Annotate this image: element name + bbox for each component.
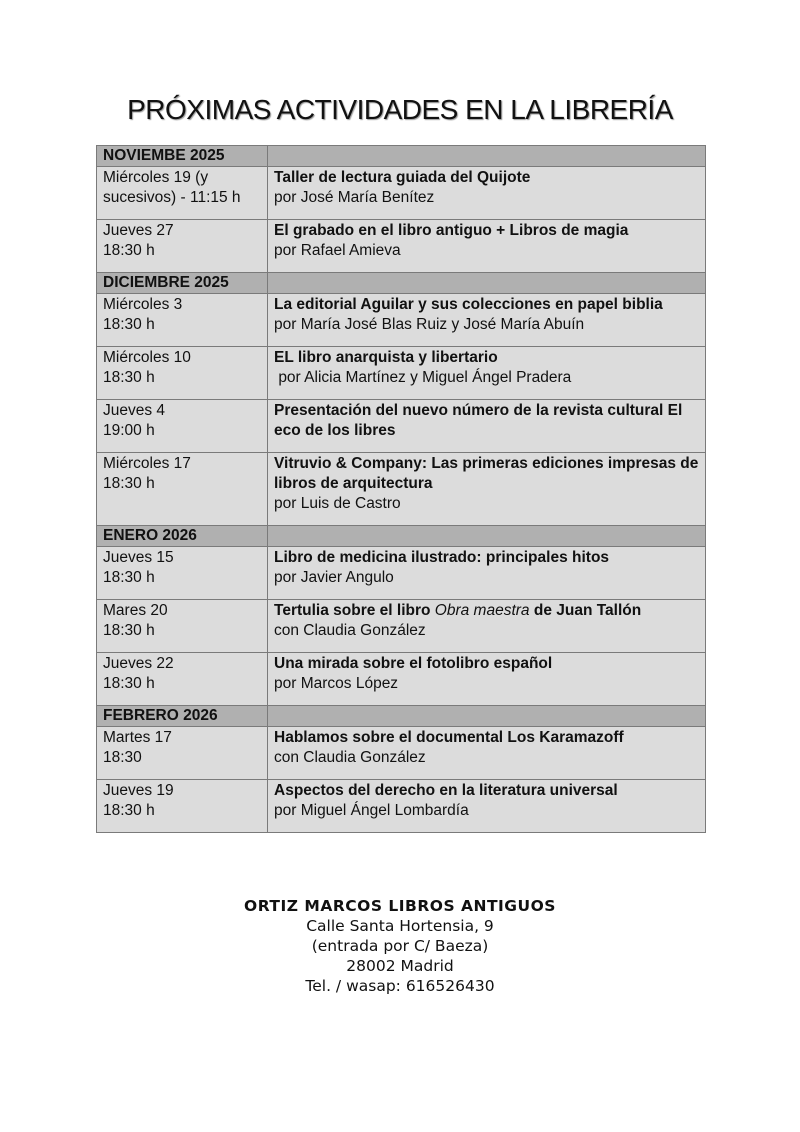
event-day: Jueves 22 [103,655,174,672]
event-day: Jueves 19 [103,782,174,799]
event-time: 18:30 h [103,622,155,639]
event-title [274,548,699,568]
month-header-row [97,526,706,547]
event-info-cell [268,600,706,653]
event-date-cell [97,400,268,453]
event-date-cell [97,653,268,706]
event-presenter: por Alicia Martínez y Miguel Ángel Pradera [274,369,572,386]
event-time: 18:30 h [103,242,155,259]
event-title [274,654,699,674]
event-date-cell [97,167,268,220]
event-title-part: Hablamos sobre el documental Los Karamazoff [274,729,624,746]
event-title-part: Libro de medicina ilustrado: principales hitos [274,549,610,566]
event-date-cell [97,600,268,653]
event-date-cell [97,780,268,833]
event-presenter: con Claudia González [274,749,426,766]
event-presenter: por Javier Angulo [274,569,394,586]
event-presenter: con Claudia González [274,622,426,639]
month-header-row [97,146,706,167]
event-time: 18:30 h [103,369,155,386]
phone-line: Tel. / wasap: 616526430 [305,977,495,995]
event-date-cell [97,727,268,780]
event-presenter: por José María Benítez [274,189,435,206]
event-date-cell [97,294,268,347]
event-title-part: La editorial Aguilar y sus colecciones en papel biblia [274,296,663,313]
event-day: Jueves 15 [103,549,174,566]
month-header-empty-cell [268,273,706,294]
activities-table [96,145,706,833]
event-title [274,728,699,748]
event-info-cell [268,547,706,600]
month-label: ENERO 2026 [97,526,268,547]
event-info-cell [268,780,706,833]
event-row [97,347,706,400]
month-header-empty-cell [268,706,706,727]
address-line: Calle Santa Hortensia, 9 [306,917,494,935]
event-info-cell [268,727,706,780]
event-row [97,653,706,706]
event-presenter: por Luis de Castro [274,495,401,512]
address-line: 28002 Madrid [346,957,454,975]
event-time: 18:30 h [103,569,155,586]
event-time: sucesivos) - 11:15 h [103,189,241,206]
event-date-cell [97,547,268,600]
event-title [274,168,699,188]
event-row [97,727,706,780]
event-row [97,780,706,833]
event-title-part: Aspectos del derecho en la literatura universal [274,782,618,799]
event-date-cell [97,220,268,273]
event-title [274,781,699,801]
event-row [97,600,706,653]
month-header-empty-cell [268,526,706,547]
month-label: NOVIEMBE 2025 [97,146,268,167]
event-title [274,221,699,241]
month-header-row [97,273,706,294]
event-title-part: Tertulia sobre el libro [274,602,435,619]
event-title-part: Taller de lectura guiada del Quijote [274,169,531,186]
activities-table-body [97,146,706,833]
event-day: Miércoles 19 (y [103,169,209,186]
bookshop-contact [0,896,800,996]
month-label: FEBRERO 2026 [97,706,268,727]
event-row [97,220,706,273]
event-row [97,453,706,526]
event-day: Miércoles 17 [103,455,191,472]
event-title-part: de Juan Tallón [529,602,642,619]
event-title-part: Vitruvio & Company: Las primeras ediciones impresas de libros de arquitectura [274,455,703,492]
event-time: 18:30 h [103,316,155,333]
event-date-cell [97,453,268,526]
month-header-empty-cell [268,146,706,167]
event-title [274,601,699,621]
address-line: (entrada por C/ Baeza) [311,937,489,955]
event-date-cell [97,347,268,400]
event-presenter: por María José Blas Ruiz y José María Abuín [274,316,585,333]
event-time: 18:30 [103,749,142,766]
event-row [97,547,706,600]
page-title: PRÓXIMAS ACTIVIDADES EN LA LIBRERÍA [127,94,673,125]
event-time: 19:00 h [103,422,155,439]
event-day: Mares 20 [103,602,168,619]
event-row [97,400,706,453]
event-day: Jueves 27 [103,222,174,239]
event-row [97,167,706,220]
event-title [274,401,699,441]
event-title [274,348,699,368]
month-label: DICIEMBRE 2025 [97,273,268,294]
event-info-cell [268,453,706,526]
shop-name: ORTIZ MARCOS LIBROS ANTIGUOS [244,897,556,915]
event-presenter: por Rafael Amieva [274,242,401,259]
event-day: Miércoles 3 [103,296,183,313]
event-presenter: por Miguel Ángel Lombardía [274,802,469,819]
event-title-part: EL libro anarquista y libertario [274,349,498,366]
event-day: Miércoles 10 [103,349,191,366]
month-header-row [97,706,706,727]
event-row [97,294,706,347]
event-info-cell [268,400,706,453]
event-title-part: El grabado en el libro antiguo + Libros de magia [274,222,629,239]
event-presenter: por Marcos López [274,675,399,692]
event-info-cell [268,167,706,220]
event-title [274,295,699,315]
event-time: 18:30 h [103,675,155,692]
event-info-cell [268,294,706,347]
event-title-part: Presentación del nuevo número de la revista cultural El eco de los libres [274,402,687,439]
event-title-part: Una mirada sobre el fotolibro español [274,655,553,672]
event-time: 18:30 h [103,475,155,492]
event-info-cell [268,347,706,400]
event-title-italic-part: Obra maestra [434,602,530,619]
event-info-cell [268,220,706,273]
event-title [274,454,703,494]
event-info-cell [268,653,706,706]
event-time: 18:30 h [103,802,155,819]
event-day: Martes 17 [103,729,172,746]
event-day: Jueves 4 [103,402,166,419]
